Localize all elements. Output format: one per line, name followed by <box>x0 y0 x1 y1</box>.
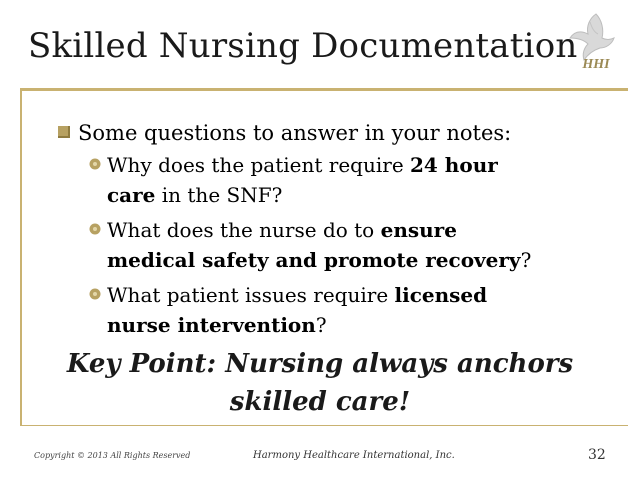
square-bullet-icon <box>58 126 70 138</box>
sub-bullet-1-emphasis: 24 hour <box>410 153 498 177</box>
sub-bullet-2-emphasis: ensure <box>380 218 457 242</box>
sub-bullet-2-emphasis-2: medical safety and promote recovery <box>107 248 521 272</box>
hhi-dove-logo <box>566 8 626 76</box>
key-point-line-1: Key Point: Nursing always anchors <box>66 349 574 379</box>
sub-bullet-3-text: What patient issues require <box>107 283 395 307</box>
main-bullet-text: Some questions to answer in your notes: <box>78 121 512 145</box>
page-number: 32 <box>588 447 606 463</box>
sub-bullet-1-emphasis-2: care <box>107 183 156 207</box>
sub-bullet-1-line1 <box>107 150 498 180</box>
sub-bullet-3-line1 <box>107 280 487 310</box>
sub-bullet-2-text: What does the nurse do to <box>107 218 381 242</box>
sub-bullet-1-text-2: in the SNF? <box>155 183 283 207</box>
flower-bullet-icon <box>88 222 102 236</box>
sub-bullet-3-emphasis: licensed <box>394 283 488 307</box>
sub-bullet-2-line2 <box>107 245 531 275</box>
title-divider <box>20 88 628 91</box>
sub-bullet-2-text-2: ? <box>520 248 532 272</box>
footer-company: Harmony Healthcare International, Inc. <box>253 450 455 461</box>
flower-bullet-icon <box>88 287 102 301</box>
sub-bullet-1-line2 <box>107 180 282 210</box>
sub-bullet-3-emphasis-2: nurse intervention <box>107 313 316 337</box>
footer-divider <box>20 425 628 426</box>
slide-title: Skilled Nursing Documentation <box>28 26 578 66</box>
left-accent-line <box>20 91 22 425</box>
sub-bullet-1-text: Why does the patient require <box>107 153 411 177</box>
sub-bullet-2-line1 <box>107 215 457 245</box>
sub-bullet-3-line2 <box>107 310 327 340</box>
key-point-line-2: skilled care! <box>229 387 411 417</box>
flower-bullet-icon <box>88 157 102 171</box>
logo-text: HHI <box>582 57 610 72</box>
sub-bullet-3-text-2: ? <box>315 313 327 337</box>
footer-copyright: Copyright © 2013 All Rights Reserved <box>34 451 191 460</box>
